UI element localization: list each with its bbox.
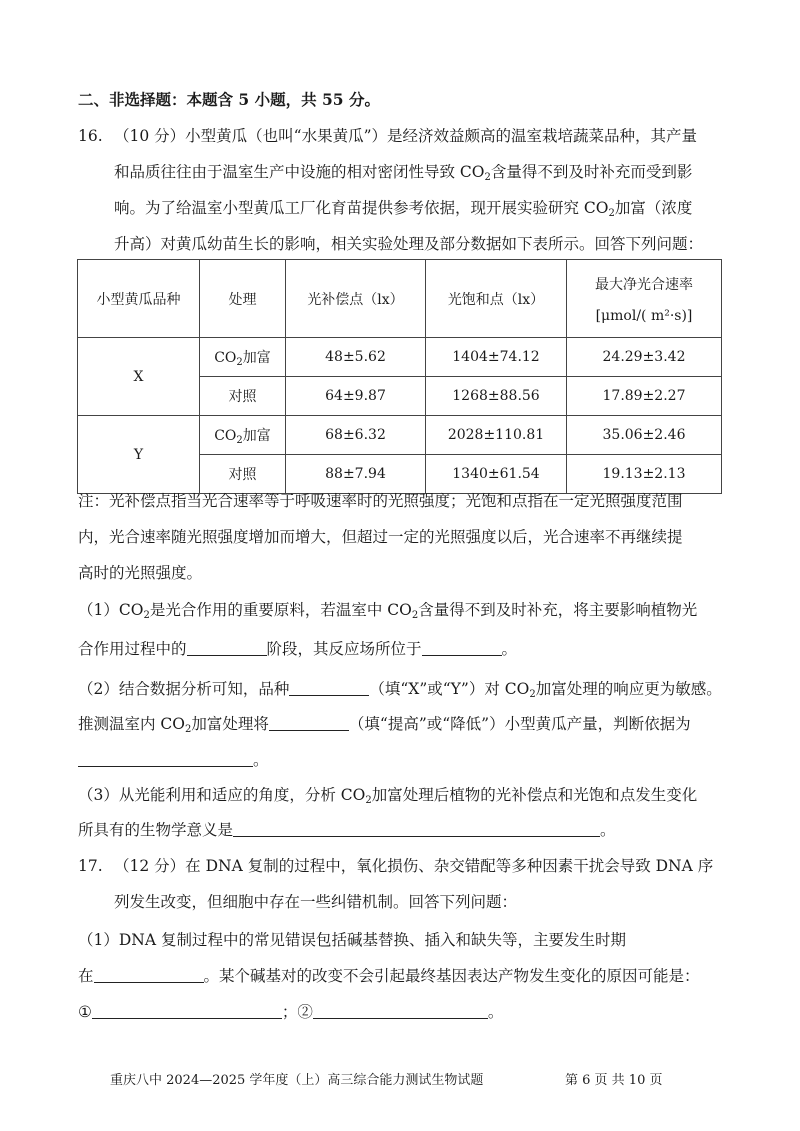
q16-line1: （10 分）小型黄瓜（也叫“水果黄瓜”）是经济效益颇高的温室栽培蔬菜品种，其产量 xyxy=(114,127,698,145)
page-number: 第 6 页 共 10 页 xyxy=(565,1073,663,1088)
saturation-cell: 1268±88.56 xyxy=(426,377,567,416)
q16-part1-line1: $(1)CO_2$是光合作用的重要原料，若温室中 $CO_2$含量得不到及时补充，将主要影响植物光 xyxy=(78,601,698,621)
answer-blank-effect[interactable] xyxy=(269,716,349,731)
q17-part1-line3: ① ；② 。 xyxy=(78,1003,504,1021)
compensation-cell: 88±7.94 xyxy=(286,455,426,494)
section-title: 二、非选择题：本题含 5 小题，共 55 分。 xyxy=(78,90,380,109)
compensation-cell: 64±9.87 xyxy=(286,377,426,416)
q16-line3-a: 响。为了给温室小型黄瓜工厂化育苗提供参考依据，现开展实验研究 CO xyxy=(114,199,609,217)
treatment-cell: $CO_2$加富 xyxy=(200,338,286,377)
q16-line2-b: 含量得不到及时补充而受到影 xyxy=(490,163,693,181)
q16-part3-line2: 所具有的生物学意义是 。 xyxy=(78,821,616,839)
q16-number: 16. xyxy=(78,127,103,145)
header-saturation-point: 光饱和点（lx） xyxy=(426,260,567,338)
saturation-cell: 2028±110.81 xyxy=(426,416,567,455)
header-variety: 小型黄瓜品种 xyxy=(78,260,200,338)
answer-blank-reason-1[interactable] xyxy=(92,1004,282,1019)
variety-cell: X xyxy=(78,338,200,416)
answer-blank-period[interactable] xyxy=(94,968,204,983)
header-treatment: 处理 xyxy=(200,260,286,338)
treatment-cell: $CO_2$加富 xyxy=(200,416,286,455)
rate-cell: 35.06±2.46 xyxy=(567,416,722,455)
header-max-net-rate-label: 最大净光合速率 xyxy=(595,276,693,293)
saturation-cell: 1404±74.12 xyxy=(426,338,567,377)
answer-blank-reason-2[interactable] xyxy=(313,1004,488,1019)
q16-line2 xyxy=(114,165,692,183)
compensation-cell: 68±6.32 xyxy=(286,416,426,455)
answer-blank-location[interactable] xyxy=(422,641,502,656)
note-line3: 高时的光照强度。 xyxy=(78,564,203,582)
q16-line4: 升高）对黄瓜幼苗生长的影响，相关实验处理及部分数据如下表所示。回答下列问题： xyxy=(114,235,704,253)
footer-title: 重庆八中 2024—2025 学年度（上）高三综合能力测试生物试题 xyxy=(110,1073,484,1088)
answer-blank-significance[interactable] xyxy=(233,822,600,837)
rate-cell: 17.89±2.27 xyxy=(567,377,722,416)
table-header-row xyxy=(78,260,722,338)
q17-line2: 列发生改变，但细胞中存在一些纠错机制。回答下列问题： xyxy=(114,893,518,911)
q16-line3-b: 加富（浓度 xyxy=(614,199,693,217)
table-row xyxy=(78,416,722,455)
header-max-net-rate xyxy=(567,260,722,338)
header-max-net-rate-unit: [μmol/( m²·s)] xyxy=(595,307,693,324)
q16-part3-line1: （3）从光能利用和适应的角度，分析 $CO_2$加富处理后植物的光补偿点和光饱和点发生变化 xyxy=(78,786,698,806)
q17-part1-line2: 在 。某个碱基对的改变不会引起最终基因表达产物发生变化的原因可能是： xyxy=(78,967,700,985)
saturation-cell: 1340±61.54 xyxy=(426,455,567,494)
answer-blank-variety[interactable] xyxy=(289,681,369,696)
q17-line1: （12 分）在 DNA 复制的过程中，氧化损伤、杂交错配等多种因素干扰会导致 DNA 序 xyxy=(114,857,714,875)
answer-blank-reason[interactable] xyxy=(78,752,253,767)
q17-number: 17. xyxy=(78,857,103,875)
q16-line3 xyxy=(114,201,692,219)
rate-cell: 24.29±3.42 xyxy=(567,338,722,377)
data-table xyxy=(77,259,722,494)
subscript: 2 xyxy=(608,208,615,219)
q16-part2-line1: （2）结合数据分析可知，品种 （填“X”或“Y”）对 $CO_2$加富处理的响应更为敏感。 xyxy=(78,680,722,700)
answer-blank-stage[interactable] xyxy=(187,641,267,656)
note-line2: 内，光合速率随光照强度增加而增大，但超过一定的光照强度以后，光合速率不再继续提 xyxy=(78,528,683,546)
header-compensation-point: 光补偿点（lx） xyxy=(286,260,426,338)
treatment-cell: 对照 xyxy=(200,455,286,494)
variety-cell: Y xyxy=(78,416,200,494)
q16-part2-line2: 推测温室内 $CO_2$加富处理将 （填“提高”或“降低”）小型黄瓜产量，判断依据为 xyxy=(78,715,691,735)
subscript: 2 xyxy=(484,172,491,183)
q16-part1-line2: 合作用过程中的 阶段，其反应场所位于 。 xyxy=(78,640,518,658)
q17-part1-line1: （1）DNA 复制过程中的常见错误包括碱基替换、插入和缺失等，主要发生时期 xyxy=(78,931,626,949)
rate-cell: 19.13±2.13 xyxy=(567,455,722,494)
treatment-cell: 对照 xyxy=(200,377,286,416)
note-line1: 注：光补偿点指当光合速率等于呼吸速率时的光照强度；光饱和点指在一定光照强度范围 xyxy=(78,492,683,510)
q16-part2-line3: 。 xyxy=(78,752,269,769)
compensation-cell: 48±5.62 xyxy=(286,338,426,377)
q16-line2-a: 和品质往往由于温室生产中设施的相对密闭性导致 CO xyxy=(114,163,485,181)
table-row xyxy=(78,338,722,377)
